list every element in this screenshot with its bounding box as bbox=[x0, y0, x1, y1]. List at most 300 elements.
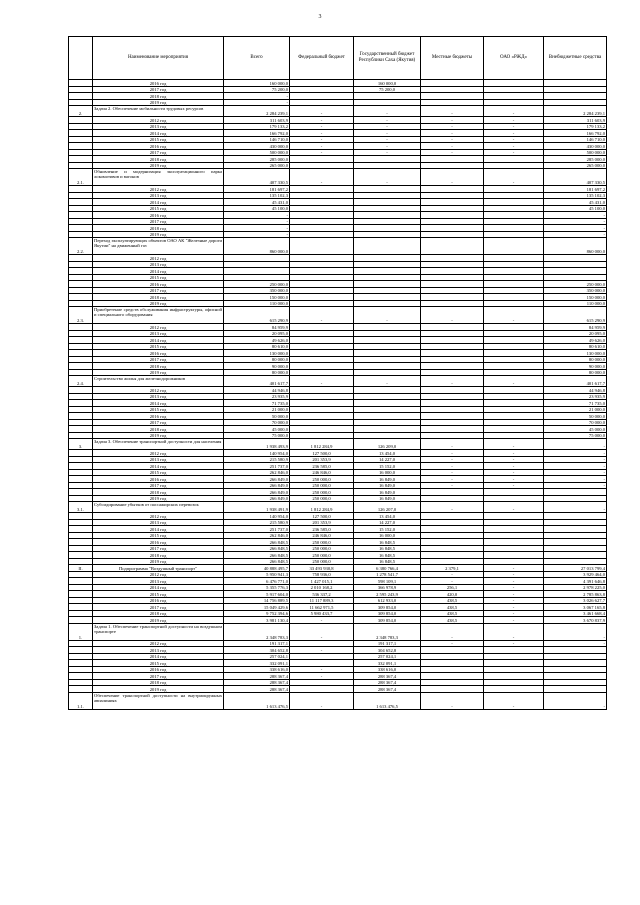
cell-total: - bbox=[224, 231, 290, 238]
cell-total: 5 355 776,3 bbox=[224, 584, 290, 591]
cell-total: 1 938 491,9 bbox=[224, 502, 290, 513]
cell-name: 2016 год bbox=[93, 476, 224, 483]
cell-total: 71 735,0 bbox=[224, 400, 290, 407]
cell-extra: 166 792,0 bbox=[544, 130, 607, 137]
cell-name: 2014 год bbox=[93, 199, 224, 206]
cell-name: 2019 год bbox=[93, 432, 224, 439]
cell-rzd: - bbox=[484, 130, 544, 137]
cell-name: Обеспечение транспортной доступности на внутриокружных авиалиниях bbox=[93, 692, 224, 709]
cell-local: - bbox=[421, 169, 484, 186]
cell-name: 2015 год bbox=[93, 274, 224, 281]
cell-republic: 13 454,0 bbox=[354, 450, 421, 457]
cell-local: - bbox=[421, 463, 484, 470]
cell-name: 2012 год bbox=[93, 255, 224, 262]
cell-extra: - bbox=[544, 225, 607, 232]
cell-name: Задача 1. Обеспечение транспортной доступности на воздушном транспорте bbox=[93, 623, 224, 640]
cell-local: - bbox=[421, 450, 484, 457]
table-row bbox=[69, 307, 607, 324]
header-federal: Федеральный бюджет bbox=[290, 37, 354, 80]
cell-federal: 127 500,0 bbox=[290, 513, 354, 520]
cell-name: 2014 год bbox=[93, 463, 224, 470]
cell-local: - bbox=[421, 482, 484, 489]
cell-extra: 80 000,0 bbox=[544, 356, 607, 363]
cell-extra: 407 330,5 bbox=[544, 169, 607, 186]
cell-extra: 3 670 837,9 bbox=[544, 617, 607, 624]
cell-republic: - bbox=[354, 117, 421, 124]
cell-rzd: - bbox=[484, 482, 544, 489]
cell-rzd: - bbox=[484, 604, 544, 611]
cell-rzd: - bbox=[484, 307, 544, 324]
cell-name: 2012 год bbox=[93, 324, 224, 331]
cell-extra: 45 100,0 bbox=[544, 205, 607, 212]
cell-num: 2.3. bbox=[69, 307, 93, 324]
cell-total: 45 431,0 bbox=[224, 199, 290, 206]
cell-rzd: - bbox=[484, 149, 544, 156]
cell-republic: 126 209,0 bbox=[354, 439, 421, 450]
cell-extra: 75 000,0 bbox=[544, 432, 607, 439]
cell-name: Обновление и модернизация эксплуатационного парка локомотивов и вагонов bbox=[93, 169, 224, 186]
cell-total: 304 652,8 bbox=[224, 647, 290, 654]
cell-federal: - bbox=[290, 136, 354, 143]
cell-federal: - bbox=[290, 169, 354, 186]
cell-total: 130 000,0 bbox=[224, 350, 290, 357]
cell-name: 2012 год bbox=[93, 387, 224, 394]
cell-extra: 23 935,9 bbox=[544, 393, 607, 400]
cell-num: 3.1. bbox=[69, 502, 93, 513]
cell-total: 500 000,0 bbox=[224, 149, 290, 156]
cell-total: 23 935,9 bbox=[224, 393, 290, 400]
cell-local: - bbox=[421, 623, 484, 640]
cell-total: 266 848,5 bbox=[224, 539, 290, 546]
cell-local: 256,1 bbox=[421, 584, 484, 591]
cell-rzd: - bbox=[484, 169, 544, 186]
cell-federal: 11 662 971,5 bbox=[290, 604, 354, 611]
cell-extra: - bbox=[544, 456, 607, 463]
cell-rzd: - bbox=[484, 692, 544, 709]
cell-federal: 250 000,0 bbox=[290, 539, 354, 546]
cell-federal: 536 337,2 bbox=[290, 591, 354, 598]
cell-total: 1 613 476,5 bbox=[224, 692, 290, 709]
cell-local: - bbox=[421, 307, 484, 324]
cell-republic: 16 848,5 bbox=[354, 545, 421, 552]
cell-extra: 84 959,9 bbox=[544, 324, 607, 331]
cell-total: 860 000,0 bbox=[224, 238, 290, 255]
cell-local: 438,5 bbox=[421, 604, 484, 611]
cell-extra: - bbox=[544, 439, 607, 450]
cell-total: 615 290,9 bbox=[224, 307, 290, 324]
cell-name: 2016 год bbox=[93, 413, 224, 420]
cell-total: 430 000,0 bbox=[224, 143, 290, 150]
cell-name: 2016 год bbox=[93, 212, 224, 219]
cell-extra: 350 000,0 bbox=[544, 287, 607, 294]
cell-extra: 2 284 239,1 bbox=[544, 106, 607, 117]
cell-federal: 201 353,9 bbox=[290, 519, 354, 526]
cell-rzd: - bbox=[484, 623, 544, 640]
cell-rzd: - bbox=[484, 123, 544, 130]
cell-extra: - bbox=[544, 218, 607, 225]
cell-name: Строительство жилья для железнодорожников bbox=[93, 376, 224, 387]
cell-federal: 5 980 433,7 bbox=[290, 610, 354, 617]
cell-rzd: - bbox=[484, 565, 544, 572]
cell-name: 2019 год bbox=[93, 99, 224, 106]
cell-name: 2017 год bbox=[93, 419, 224, 426]
cell-name: 2019 год bbox=[93, 162, 224, 169]
cell-name: 2019 год bbox=[93, 369, 224, 376]
cell-extra: 3 026 627,7 bbox=[544, 597, 607, 604]
cell-federal: - bbox=[290, 617, 354, 624]
cell-extra: - bbox=[544, 482, 607, 489]
cell-name: 2015 год bbox=[93, 469, 224, 476]
cell-republic: 598 109,1 bbox=[354, 578, 421, 585]
cell-total: 288 367,4 bbox=[224, 679, 290, 686]
cell-rzd: - bbox=[484, 376, 544, 387]
cell-name: 2012 год bbox=[93, 571, 224, 578]
cell-local: - bbox=[421, 469, 484, 476]
cell-total: 9 752 394,6 bbox=[224, 610, 290, 617]
cell-total: 80 000,0 bbox=[224, 369, 290, 376]
cell-total: 2 284 239,1 bbox=[224, 106, 290, 117]
cell-total: 15 049 429,6 bbox=[224, 604, 290, 611]
cell-extra: 2 978 225,0 bbox=[544, 584, 607, 591]
cell-republic: - bbox=[354, 136, 421, 143]
cell-name: 2018 год bbox=[93, 489, 224, 496]
cell-name: Приобретение средств обслуживания инфраструктуры, офисной и специального оборудования bbox=[93, 307, 224, 324]
cell-republic: 2 595 243,9 bbox=[354, 591, 421, 598]
cell-rzd: - bbox=[484, 106, 544, 117]
header-num bbox=[69, 37, 93, 80]
cell-name: 2013 год bbox=[93, 261, 224, 268]
cell-republic: - bbox=[354, 169, 421, 186]
cell-rzd: - bbox=[484, 617, 544, 624]
cell-name: 2017 год bbox=[93, 149, 224, 156]
cell-total: 84 959,9 bbox=[224, 324, 290, 331]
cell-total: 140 954,0 bbox=[224, 450, 290, 457]
cell-name: 2012 год bbox=[93, 640, 224, 647]
cell-extra: - bbox=[544, 640, 607, 647]
cell-total: 181 697,2 bbox=[224, 186, 290, 193]
cell-total: 110 000,0 bbox=[224, 300, 290, 307]
cell-federal: - bbox=[290, 623, 354, 640]
cell-num: 2. bbox=[69, 106, 93, 117]
cell-local: - bbox=[421, 439, 484, 450]
cell-total: 80 610,0 bbox=[224, 343, 290, 350]
cell-total: 70 000,0 bbox=[224, 419, 290, 426]
cell-total: 90 000,0 bbox=[224, 363, 290, 370]
cell-total: 401 617,7 bbox=[224, 376, 290, 387]
cell-federal: - bbox=[290, 647, 354, 654]
table-row bbox=[69, 439, 607, 450]
cell-republic: 16 848,5 bbox=[354, 552, 421, 559]
cell-federal: 1 812 284,9 bbox=[290, 502, 354, 513]
header-republic: Государственный бюджет Республики Саха (Якутия) bbox=[354, 37, 421, 80]
cell-extra: 430 000,0 bbox=[544, 143, 607, 150]
cell-name: 2013 год bbox=[93, 647, 224, 654]
cell-federal: 250 000,0 bbox=[290, 476, 354, 483]
cell-rzd: - bbox=[484, 578, 544, 585]
cell-local: - bbox=[421, 376, 484, 387]
cell-total: 1 938 493,9 bbox=[224, 439, 290, 450]
cell-extra: - bbox=[544, 469, 607, 476]
cell-rzd: - bbox=[484, 502, 544, 513]
cell-name: 2013 год bbox=[93, 456, 224, 463]
cell-total: 45 000,0 bbox=[224, 426, 290, 433]
cell-name: 2019 год bbox=[93, 231, 224, 238]
cell-extra: 71 735,0 bbox=[544, 400, 607, 407]
cell-republic: 16 849,0 bbox=[354, 476, 421, 483]
cell-total: 311 603,9 bbox=[224, 117, 290, 124]
cell-name: 2019 год bbox=[93, 495, 224, 502]
cell-republic: 304 652,8 bbox=[354, 647, 421, 654]
cell-name: 2015 год bbox=[93, 660, 224, 667]
cell-total: - bbox=[224, 225, 290, 232]
table-row bbox=[69, 169, 607, 186]
cell-extra: 90 000,0 bbox=[544, 363, 607, 370]
cell-name: 2014 год bbox=[93, 268, 224, 275]
cell-federal: 236 585,0 bbox=[290, 526, 354, 533]
cell-extra: 70 000,0 bbox=[544, 419, 607, 426]
cell-num: 2.2. bbox=[69, 238, 93, 255]
cell-extra: - bbox=[544, 450, 607, 457]
cell-republic: 2 348 783,3 bbox=[354, 623, 421, 640]
cell-extra: 45 000,0 bbox=[544, 426, 607, 433]
budget-table bbox=[68, 36, 607, 710]
cell-federal: - bbox=[290, 117, 354, 124]
cell-local bbox=[421, 238, 484, 255]
cell-rzd: - bbox=[484, 584, 544, 591]
cell-republic: 288 367,4 bbox=[354, 679, 421, 686]
cell-federal: 246 846,0 bbox=[290, 469, 354, 476]
cell-total: 266 849,0 bbox=[224, 482, 290, 489]
cell-total: 75 200,0 bbox=[224, 86, 290, 93]
cell-republic: - bbox=[354, 143, 421, 150]
cell-total: 215 580,9 bbox=[224, 456, 290, 463]
cell-extra: 3 461 668,4 bbox=[544, 610, 607, 617]
cell-federal: 127 500,0 bbox=[290, 450, 354, 457]
cell-total: 45 100,0 bbox=[224, 205, 290, 212]
cell-total: 6 476 771,0 bbox=[224, 578, 290, 585]
cell-total: 250 000,0 bbox=[224, 281, 290, 288]
cell-federal: 250 000,0 bbox=[290, 552, 354, 559]
cell-republic: 16 849,0 bbox=[354, 489, 421, 496]
cell-republic: - bbox=[354, 123, 421, 130]
cell-total: 266 849,0 bbox=[224, 495, 290, 502]
cell-local: - bbox=[421, 502, 484, 513]
cell-name: 2016 год bbox=[93, 143, 224, 150]
cell-name: 2019 год bbox=[93, 686, 224, 693]
cell-rzd: - bbox=[484, 117, 544, 124]
cell-republic: 338 616,0 bbox=[354, 666, 421, 673]
cell-extra: - bbox=[544, 231, 607, 238]
cell-extra: 311 603,9 bbox=[544, 117, 607, 124]
cell-total: 2 348 783,3 bbox=[224, 623, 290, 640]
page-number: 3 bbox=[318, 14, 322, 20]
cell-total: - bbox=[224, 212, 290, 219]
cell-total: 265 000,0 bbox=[224, 162, 290, 169]
cell-total: 191 317,1 bbox=[224, 640, 290, 647]
cell-extra: - bbox=[544, 212, 607, 219]
cell-name: 2018 год bbox=[93, 156, 224, 163]
cell-republic: 6 380 766,4 bbox=[354, 565, 421, 572]
cell-total: 3 981 130,4 bbox=[224, 617, 290, 624]
cell-republic: 15 152,0 bbox=[354, 463, 421, 470]
cell-extra: - bbox=[544, 692, 607, 709]
cell-extra: 130 000,0 bbox=[544, 350, 607, 357]
cell-republic: 16 000,0 bbox=[354, 469, 421, 476]
cell-num: 1.1. bbox=[69, 692, 93, 709]
cell-name: 2015 год bbox=[93, 136, 224, 143]
cell-federal: - bbox=[290, 692, 354, 709]
cell-name: 2014 год bbox=[93, 526, 224, 533]
cell-federal: 33 493 930,8 bbox=[290, 565, 354, 572]
cell-federal: - bbox=[290, 666, 354, 673]
cell-federal: 250 000,0 bbox=[290, 489, 354, 496]
cell-local: - bbox=[421, 143, 484, 150]
cell-extra: 500 000,0 bbox=[544, 149, 607, 156]
cell-name: Задача 2. Обеспечение мобильности трудовых ресурсов bbox=[93, 106, 224, 117]
cell-extra: - bbox=[544, 623, 607, 640]
cell-republic: 332 091,1 bbox=[354, 660, 421, 667]
cell-republic: 309 854,0 bbox=[354, 610, 421, 617]
cell-republic: 14 227,0 bbox=[354, 456, 421, 463]
cell-name: 2016 год bbox=[93, 350, 224, 357]
cell-extra: - bbox=[544, 502, 607, 513]
cell-republic: 16 000,0 bbox=[354, 532, 421, 539]
cell-extra: 181 697,2 bbox=[544, 186, 607, 193]
cell-total: 49 626,0 bbox=[224, 337, 290, 344]
cell-extra: 50 000,0 bbox=[544, 413, 607, 420]
cell-total: 20 095,0 bbox=[224, 330, 290, 337]
cell-republic: 16 849,0 bbox=[354, 495, 421, 502]
cell-total: 50 000,0 bbox=[224, 413, 290, 420]
cell-name: 2014 год bbox=[93, 400, 224, 407]
cell-republic: 1 613 476,5 bbox=[354, 692, 421, 709]
cell-name: 2013 год bbox=[93, 330, 224, 337]
cell-local: - bbox=[421, 476, 484, 483]
cell-republic: 1 278 541,7 bbox=[354, 571, 421, 578]
cell-name: Переход эксплуатирующих объектов ОАО АК "Железные дороги Якутии" на движенный газ bbox=[93, 238, 224, 255]
cell-total: 40 888 495,7 bbox=[224, 565, 290, 572]
cell-name: 2014 год bbox=[93, 584, 224, 591]
cell-rzd: - bbox=[484, 597, 544, 604]
cell-extra: 401 617,7 bbox=[544, 376, 607, 387]
cell-name: 2013 год bbox=[93, 192, 224, 199]
cell-extra: 49 626,0 bbox=[544, 337, 607, 344]
cell-name: 2018 год bbox=[93, 679, 224, 686]
cell-federal: 1 427 015,1 bbox=[290, 578, 354, 585]
cell-name: 2017 год bbox=[93, 218, 224, 225]
cell-republic: 366 978,9 bbox=[354, 584, 421, 591]
cell-rzd: - bbox=[484, 610, 544, 617]
cell-local: - bbox=[421, 149, 484, 156]
cell-extra: 45 431,0 bbox=[544, 199, 607, 206]
cell-name: 2018 год bbox=[93, 363, 224, 370]
cell-name: 2012 год bbox=[93, 186, 224, 193]
cell-total: 332 091,1 bbox=[224, 660, 290, 667]
cell-extra: 860 000,0 bbox=[544, 238, 607, 255]
cell-total: 215 580,9 bbox=[224, 519, 290, 526]
cell-total: 75 000,0 bbox=[224, 432, 290, 439]
cell-extra: 135 102,3 bbox=[544, 192, 607, 199]
cell-total: 266 849,0 bbox=[224, 489, 290, 496]
cell-rzd bbox=[484, 238, 544, 255]
cell-federal: - bbox=[290, 673, 354, 680]
cell-local: 438,5 bbox=[421, 597, 484, 604]
cell-extra: 4 391 646,8 bbox=[544, 578, 607, 585]
cell-local: - bbox=[421, 578, 484, 585]
cell-federal: 250 000,0 bbox=[290, 545, 354, 552]
cell-name: 2018 год bbox=[93, 610, 224, 617]
cell-federal: - bbox=[290, 307, 354, 324]
cell-total: 21 000,0 bbox=[224, 406, 290, 413]
cell-name: 2016 год bbox=[93, 539, 224, 546]
cell-local: - bbox=[421, 456, 484, 463]
cell-republic: 309 854,0 bbox=[354, 604, 421, 611]
cell-total: 262 846,0 bbox=[224, 532, 290, 539]
cell-rzd: - bbox=[484, 143, 544, 150]
cell-name: 2018 год bbox=[93, 552, 224, 559]
cell-federal bbox=[290, 238, 354, 255]
cell-republic: 16 848,5 bbox=[354, 539, 421, 546]
cell-rzd: - bbox=[484, 640, 544, 647]
cell-total: 338 616,0 bbox=[224, 666, 290, 673]
cell-name: 2016 год bbox=[93, 666, 224, 673]
cell-name: 2012 год bbox=[93, 513, 224, 520]
cell-name: 2015 год bbox=[93, 205, 224, 212]
cell-name: 2017 год bbox=[93, 482, 224, 489]
cell-republic: 160 000,0 bbox=[354, 80, 421, 87]
cell-federal: 201 353,9 bbox=[290, 456, 354, 463]
cell-extra: 44 946,8 bbox=[544, 387, 607, 394]
cell-republic: 16 848,5 bbox=[354, 558, 421, 565]
cell-federal: 246 846,0 bbox=[290, 532, 354, 539]
cell-total: - bbox=[224, 99, 290, 106]
cell-name: 2016 год bbox=[93, 281, 224, 288]
cell-name: 2019 год bbox=[93, 617, 224, 624]
cell-republic: 14 227,0 bbox=[354, 519, 421, 526]
cell-local: - bbox=[421, 117, 484, 124]
cell-federal: 236 585,0 bbox=[290, 463, 354, 470]
cell-federal: - bbox=[290, 149, 354, 156]
cell-total: 160 000,0 bbox=[224, 80, 290, 87]
cell-extra: 80 610,0 bbox=[544, 343, 607, 350]
cell-extra: 3 067 165,8 bbox=[544, 604, 607, 611]
table-row bbox=[69, 502, 607, 513]
cell-rzd: - bbox=[484, 469, 544, 476]
cell-total: 135 102,3 bbox=[224, 192, 290, 199]
cell-local: 438,5 bbox=[421, 610, 484, 617]
cell-name: 2016 год bbox=[93, 80, 224, 87]
cell-total: 44 946,8 bbox=[224, 387, 290, 394]
cell-total: 146 710,0 bbox=[224, 136, 290, 143]
cell-rzd: - bbox=[484, 439, 544, 450]
cell-rzd: - bbox=[484, 571, 544, 578]
cell-local: 420,0 bbox=[421, 591, 484, 598]
cell-republic bbox=[354, 238, 421, 255]
cell-total: 285 000,0 bbox=[224, 156, 290, 163]
cell-total: 266 849,0 bbox=[224, 476, 290, 483]
cell-extra: - bbox=[544, 463, 607, 470]
cell-federal: - bbox=[290, 123, 354, 130]
cell-rzd: - bbox=[484, 463, 544, 470]
cell-total: - bbox=[224, 93, 290, 100]
cell-local: - bbox=[421, 136, 484, 143]
cell-republic: 257 024,1 bbox=[354, 653, 421, 660]
cell-num: 3. bbox=[69, 439, 93, 450]
cell-federal: - bbox=[290, 130, 354, 137]
cell-republic: 612 933,0 bbox=[354, 597, 421, 604]
cell-name: 2018 год bbox=[93, 93, 224, 100]
cell-name: 2017 год bbox=[93, 356, 224, 363]
